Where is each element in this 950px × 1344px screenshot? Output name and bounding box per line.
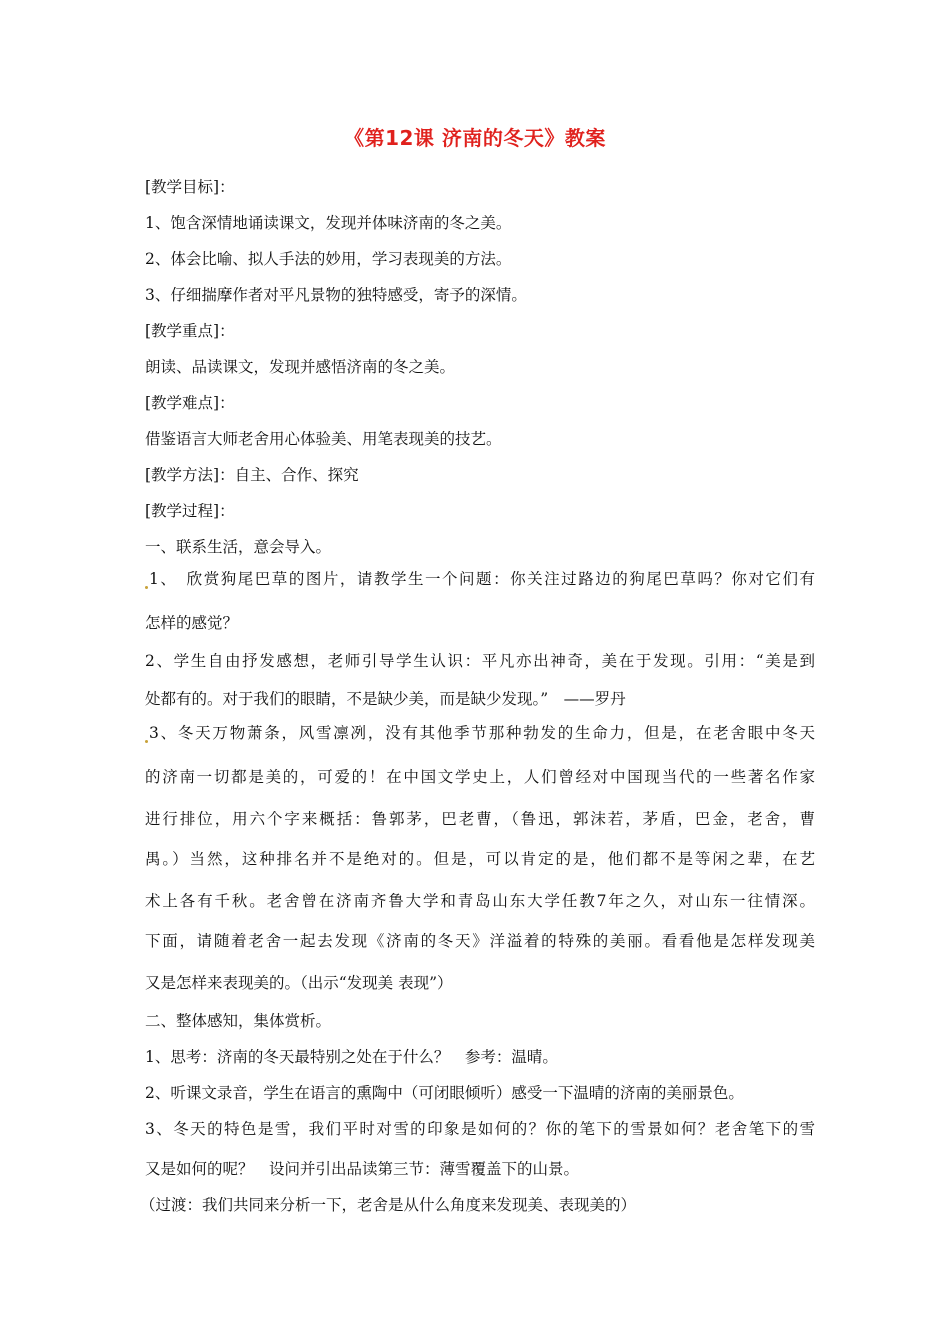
paragraph-text: 1、 欣赏狗尾巴草的图片，请教学生一个问题：你关注过路边的狗尾巴草吗？你对它们有 [149,570,815,588]
process-step-heading-1: 一、联系生活，意会导入。 [145,538,332,556]
paragraph-line: 禺。）当然，这种排名并不是绝对的。但是，可以肯定的是，他们都不是等闲之辈，在艺 [145,850,815,868]
page-title: 《第12课 济南的冬天》教案 [344,126,606,150]
paragraph-line: 又是如何的呢？ 设问并引出品读第三节：薄雪覆盖下的山景。 [145,1160,580,1178]
section-heading-objectives: [教学目标]： [145,178,235,196]
process-step-heading-2: 二、整体感知，集体赏析。 [145,1012,332,1030]
paragraph-line: 2、听课文录音，学生在语言的熏陶中（可闭眼倾听）感受一下温晴的济南的美丽景色。 [145,1084,744,1102]
marker-dot [145,740,148,743]
paragraph-line: 1、思考：济南的冬天最特别之处在于什么？ 参考：温晴。 [145,1048,558,1066]
marker-dot [145,586,148,589]
objective-item-2: 2、体会比喻、拟人手法的妙用，学习表现美的方法。 [145,250,512,268]
paragraph-line: 进行排位，用六个字来概括：鲁郭茅，巴老曹，（鲁迅，郭沫若，茅盾，巴金，老舍，曹 [145,810,815,828]
objective-item-3: 3、仔细揣摩作者对平凡景物的独特感受，寄予的深情。 [145,286,527,304]
paragraph-line [145,569,815,589]
paragraph-line: 的济南一切都是美的，可爱的！在中国文学史上，人们曾经对中国现当代的一些著名作家 [145,768,815,786]
paragraph-line: 2、学生自由抒发感想，老师引导学生认识：平凡亦出神奇，美在于发现。引用：“美是到 [145,652,815,670]
section-heading-key-points: [教学重点]： [145,322,235,340]
paragraph-text: 3、冬天万物萧条，风雪凛冽，没有其他季节那种勃发的生命力，但是，在老舍眼中冬天 [149,724,815,742]
paragraph-line: 下面，请随着老舍一起去发现《济南的冬天》洋溢着的特殊的美丽。看看他是怎样发现美 [145,932,815,950]
transition-note: （过渡：我们共同来分析一下，老舍是从什么角度来发现美、表现美的） [140,1196,637,1214]
section-heading-process: [教学过程]： [145,502,235,520]
paragraph-line [145,723,815,743]
paragraph-line: 术上各有千秋。老舍曾在济南齐鲁大学和青岛山东大学任教7年之久，对山东一往情深。 [145,892,815,910]
paragraph-line: 怎样的感觉？ [145,614,239,632]
section-heading-methods: [教学方法]：自主、合作、探究 [145,466,359,484]
paragraph-line: 处都有的。对于我们的眼睛，不是缺少美，而是缺少发现。” ——罗丹 [145,690,626,708]
key-point-text: 朗读、品读课文，发现并感悟济南的冬之美。 [145,358,456,376]
difficulty-text: 借鉴语言大师老舍用心体验美、用笔表现美的技艺。 [145,430,502,448]
section-heading-difficulties: [教学难点]： [145,394,235,412]
paragraph-line: 3、冬天的特色是雪，我们平时对雪的印象是如何的？你的笔下的雪景如何？老舍笔下的雪 [145,1120,815,1138]
objective-item-1: 1、饱含深情地诵读课文，发现并体味济南的冬之美。 [145,214,512,232]
paragraph-line: 又是怎样来表现美的。（出示“发现美 表现”） [145,974,453,992]
